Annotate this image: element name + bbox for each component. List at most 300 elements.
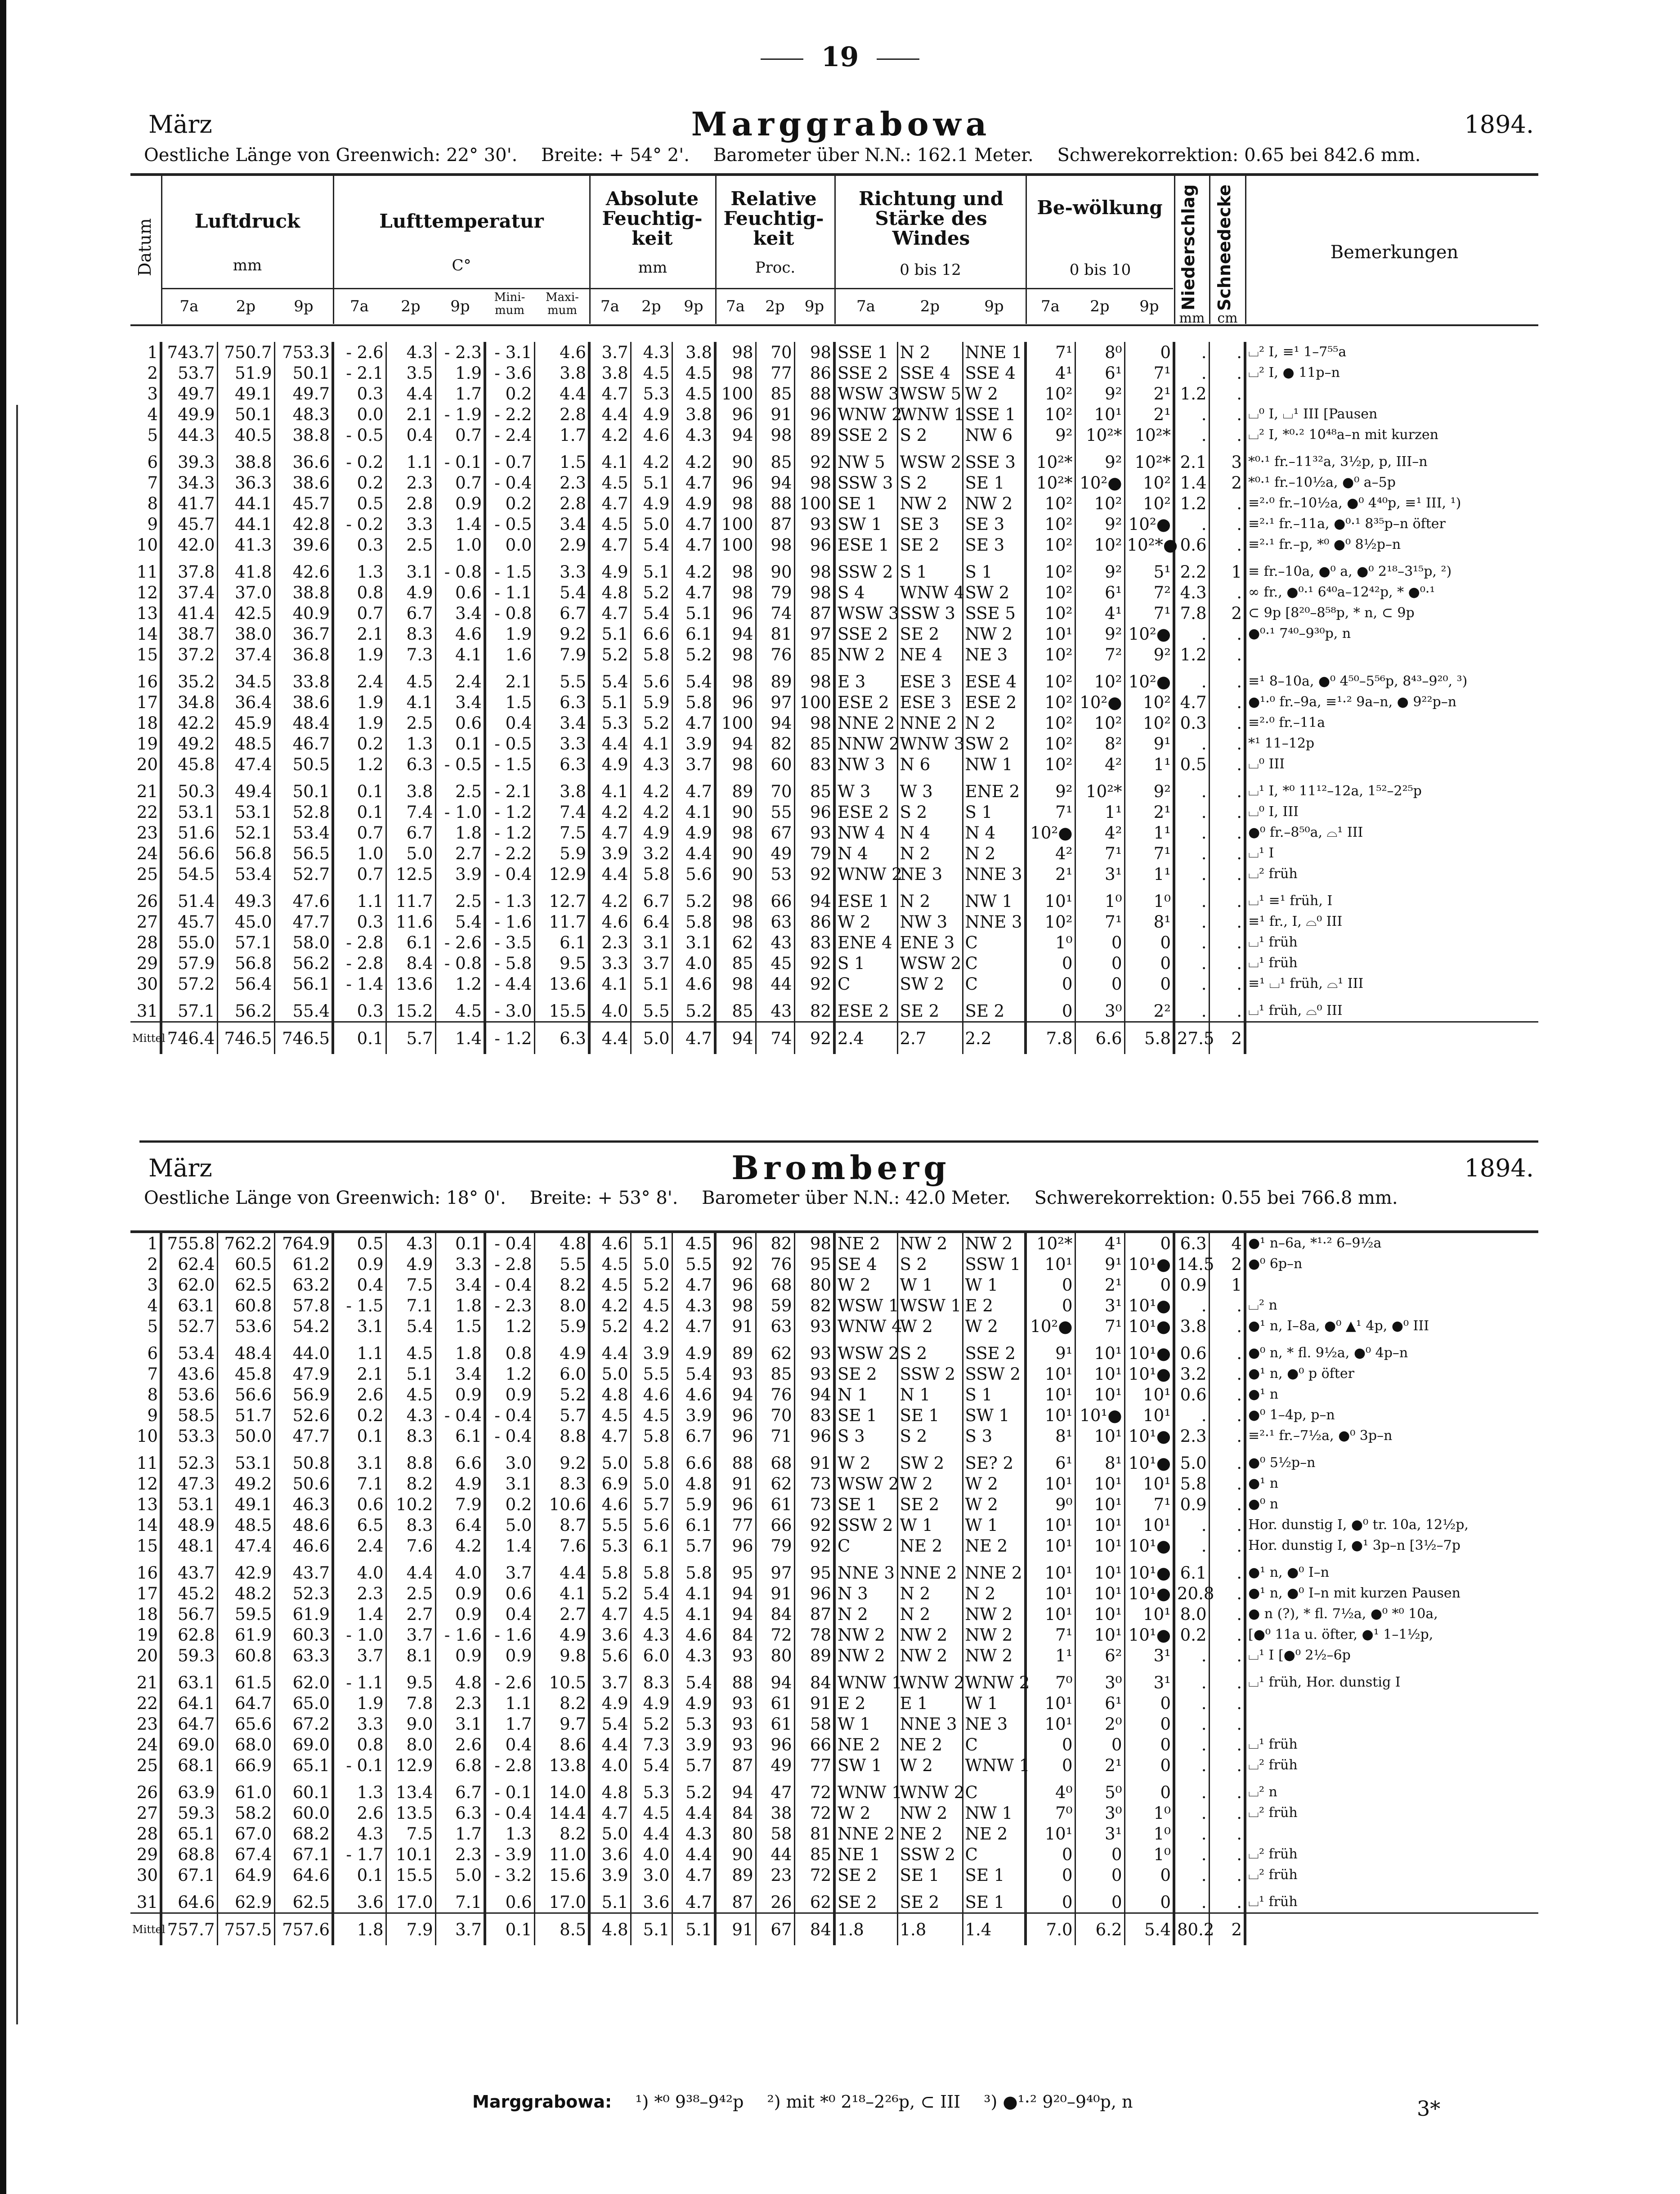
cell-w2: SE 3 — [897, 514, 963, 534]
cell-remark: ≡¹ 8–10a, ●⁰ 4⁵⁰–5⁵⁶p, 8⁴³–9²⁰, ³) — [1245, 671, 1538, 692]
header-wind: Richtung und Stärke des Windes — [859, 188, 1004, 250]
month-label: März — [148, 1154, 212, 1182]
cell-tmax: 11.7 — [534, 911, 589, 932]
cell-p7: 59.3 — [161, 1803, 217, 1823]
cell-remark: ⌴² früh — [1245, 1844, 1538, 1865]
cell-w9: SSW 2 — [963, 1364, 1026, 1384]
cell-p2: 60.5 — [217, 1254, 274, 1274]
cell-p7: 35.2 — [161, 671, 217, 692]
sub-t9p: 9p — [450, 297, 470, 315]
cell-r7: 77 — [715, 1515, 756, 1535]
cell-precip: . — [1174, 342, 1209, 363]
cell-a7: 4.2 — [589, 1295, 631, 1316]
cell-remark: ⌴¹ früh — [1245, 1734, 1538, 1755]
cell-remark — [1245, 383, 1538, 404]
cell-t9: 0.1 — [435, 733, 485, 754]
cell-b7: 9⁰ — [1026, 1494, 1075, 1515]
cell-w7: WSW 2 — [834, 1343, 897, 1364]
cell-w2: S 2 — [897, 472, 963, 493]
cell-a7: 4.7 — [589, 1426, 631, 1453]
table-row — [130, 493, 1538, 514]
cell-day: 27 — [136, 1803, 158, 1823]
cell-snow: . — [1209, 1001, 1245, 1022]
table-row — [130, 692, 1538, 713]
cell-precip: . — [1174, 1693, 1209, 1714]
cell-a7: 4.8 — [589, 582, 631, 603]
cell-b7: 10² — [1026, 514, 1075, 534]
cell-day: 27 — [136, 912, 158, 932]
cell-a9: 3.9 — [672, 1405, 715, 1426]
cell-precip: 0.2 — [1174, 1624, 1209, 1645]
cell-p9: 60.0 — [274, 1803, 333, 1823]
cell-w9: NW 2 — [963, 1624, 1026, 1645]
cell-snow: . — [1209, 1583, 1245, 1604]
cell-r7: 98 — [715, 342, 756, 363]
cell-r9: 87 — [794, 1604, 834, 1624]
table-row — [130, 1232, 1538, 1254]
cell-b7: 8¹ — [1026, 1426, 1075, 1453]
cell-p7: 57.9 — [161, 953, 217, 974]
cell-w2: N 2 — [897, 1604, 963, 1624]
cell-w2: SSW 3 — [897, 603, 963, 624]
cell-p7: 743.7 — [161, 342, 217, 363]
cell-w9: 1.4 — [963, 1913, 1026, 1946]
cell-p2: 762.2 — [217, 1232, 274, 1254]
cell-tmax: 7.9 — [534, 644, 589, 671]
cell-t7: 1.9 — [333, 692, 386, 713]
cell-w7: NW 2 — [834, 1624, 897, 1645]
cell-tmin: - 2.2 — [485, 404, 534, 425]
sub-bew-7a: 7a — [1041, 297, 1060, 315]
cell-b2: 7² — [1075, 644, 1124, 671]
cell-w2: S 2 — [897, 1426, 963, 1453]
cell-w2: SE 1 — [897, 1865, 963, 1892]
cell-r2: 76 — [756, 644, 794, 671]
cell-p7: 63.1 — [161, 1672, 217, 1693]
cell-t2: 12.5 — [386, 864, 435, 891]
cell-day: 28 — [136, 933, 158, 952]
year-label: 1894. — [1464, 110, 1534, 139]
cell-snow: . — [1209, 1645, 1245, 1672]
cell-snow: . — [1209, 1405, 1245, 1426]
cell-a9: 5.5 — [672, 1254, 715, 1274]
cell-p2: 36.4 — [217, 692, 274, 713]
cell-b2: 2⁰ — [1075, 1714, 1124, 1734]
cell-p7: 64.6 — [161, 1892, 217, 1913]
cell-a2: 5.4 — [631, 534, 672, 561]
cell-day: Mittel — [130, 1913, 161, 1946]
cell-w9: W 2 — [963, 1473, 1026, 1494]
cell-snow: . — [1209, 1316, 1245, 1343]
cell-r9: 82 — [794, 1001, 834, 1022]
cell-r7: 100 — [715, 534, 756, 561]
cell-p7: 53.6 — [161, 1384, 217, 1405]
cell-b7: 10² — [1026, 582, 1075, 603]
cell-precip: . — [1174, 1755, 1209, 1782]
cell-tmin: - 3.1 — [485, 342, 534, 363]
cell-b2: 4² — [1075, 822, 1124, 843]
cell-b9: 10² — [1124, 713, 1174, 733]
cell-a2: 6.1 — [631, 1535, 672, 1562]
cell-a7: 5.2 — [589, 644, 631, 671]
cell-precip: 5.0 — [1174, 1453, 1209, 1473]
cell-r2: 26 — [756, 1892, 794, 1913]
cell-tmin: 3.0 — [485, 1453, 534, 1473]
cell-r2: 72 — [756, 1624, 794, 1645]
cell-tmax: 8.5 — [534, 1913, 589, 1946]
cell-b2: 6¹ — [1075, 582, 1124, 603]
cell-t7: 0.6 — [333, 1494, 386, 1515]
sub-7a: 7a — [179, 297, 199, 315]
cell-w9: SSE 3 — [963, 452, 1026, 472]
cell-b2: 10¹ — [1075, 404, 1124, 425]
cell-t7: 0.1 — [333, 1865, 386, 1892]
cell-b2: 0 — [1075, 1892, 1124, 1913]
cell-r9: 92 — [794, 974, 834, 1001]
cell-p2: 66.9 — [217, 1755, 274, 1782]
cell-b9: 0 — [1124, 932, 1174, 953]
cell-t7: 1.9 — [333, 713, 386, 733]
cell-b9: 10²* — [1124, 425, 1174, 452]
cell-t7: 0.0 — [333, 404, 386, 425]
cell-p2: 56.8 — [217, 953, 274, 974]
cell-tmin: 1.6 — [485, 644, 534, 671]
station-name: Marggrabowa — [691, 105, 991, 143]
cell-t7: 0.2 — [333, 1405, 386, 1426]
cell-w7: SSW 2 — [834, 1515, 897, 1535]
cell-p9: 63.2 — [274, 1274, 333, 1295]
cell-r7: 85 — [715, 1001, 756, 1022]
table-row — [130, 713, 1538, 733]
cell-w9: W 2 — [963, 383, 1026, 404]
cell-precip: 0.5 — [1174, 754, 1209, 781]
cell-tmin: 1.7 — [485, 1714, 534, 1734]
cell-p2: 50.1 — [217, 404, 274, 425]
cell-w7: NE 1 — [834, 1844, 897, 1865]
cell-w9: SSE 1 — [963, 404, 1026, 425]
cell-b2: 10²● — [1075, 472, 1124, 493]
cell-t7: - 2.6 — [333, 342, 386, 363]
cell-r2: 60 — [756, 754, 794, 781]
cell-tmin: - 0.7 — [485, 452, 534, 472]
cell-precip: 0.6 — [1174, 1384, 1209, 1405]
cell-r7: 91 — [715, 1913, 756, 1946]
cell-tmin: 1.5 — [485, 692, 534, 713]
cell-snow: . — [1209, 953, 1245, 974]
header-luftdruck-unit: mm — [233, 256, 262, 274]
page-number-dash-right — [877, 58, 919, 60]
cell-t2: 8.1 — [386, 1645, 435, 1672]
cell-day: 2 — [147, 1254, 158, 1274]
cell-t2: 3.1 — [386, 561, 435, 582]
cell-a7: 4.9 — [589, 1693, 631, 1714]
cell-w2: N 4 — [897, 822, 963, 843]
cell-a9: 4.8 — [672, 1473, 715, 1494]
sub-2p: 2p — [236, 297, 256, 315]
cell-b7: 10¹ — [1026, 1583, 1075, 1604]
cell-w7: SW 1 — [834, 1755, 897, 1782]
cell-r2: 98 — [756, 534, 794, 561]
cell-p7: 52.3 — [161, 1453, 217, 1473]
cell-a2: 5.5 — [631, 1001, 672, 1022]
cell-precip: . — [1174, 953, 1209, 974]
cell-r7: 100 — [715, 383, 756, 404]
cell-tmax: 6.7 — [534, 603, 589, 624]
cell-t2: 6.7 — [386, 822, 435, 843]
cell-a9: 4.3 — [672, 425, 715, 452]
cell-b9: 2² — [1124, 1001, 1174, 1022]
cell-t7: 1.9 — [333, 1693, 386, 1714]
cell-t7: 1.4 — [333, 1604, 386, 1624]
cell-a2: 5.2 — [631, 1274, 672, 1295]
cell-b7: 10² — [1026, 404, 1075, 425]
cell-p7: 37.4 — [161, 582, 217, 603]
bromberg-data-table — [130, 1230, 1538, 1945]
cell-remark: Hor. dunstig I, ●⁰ tr. 10a, 12½p, — [1245, 1515, 1538, 1535]
cell-a7: 5.2 — [589, 1316, 631, 1343]
table-row — [130, 1755, 1538, 1782]
cell-r7: 98 — [715, 891, 756, 911]
cell-b2: 4² — [1075, 754, 1124, 781]
cell-t9: 2.6 — [435, 1734, 485, 1755]
cell-p2: 58.2 — [217, 1803, 274, 1823]
cell-p7: 55.0 — [161, 932, 217, 953]
cell-tmin: 1.2 — [485, 1364, 534, 1384]
cell-r2: 43 — [756, 1001, 794, 1022]
table-row — [130, 1274, 1538, 1295]
cell-b7: 1¹ — [1026, 1645, 1075, 1672]
cell-remark: ⌴² I, *⁰·² 10⁴⁸a–n mit kurzen — [1245, 425, 1538, 452]
cell-p7: 64.1 — [161, 1693, 217, 1714]
cell-b2: 1¹ — [1075, 802, 1124, 822]
cell-day: 31 — [136, 1001, 158, 1021]
cell-p2: 60.8 — [217, 1295, 274, 1316]
cell-t7: 0.7 — [333, 864, 386, 891]
cell-day: 10 — [136, 535, 158, 555]
cell-p2: 48.4 — [217, 1343, 274, 1364]
cell-tmin: - 2.8 — [485, 1254, 534, 1274]
cell-day: 13 — [136, 1494, 158, 1514]
cell-r2: 97 — [756, 1562, 794, 1583]
cell-t2: 11.7 — [386, 891, 435, 911]
cell-tmin: - 1.2 — [485, 1022, 534, 1054]
cell-a7: 2.3 — [589, 932, 631, 953]
cell-a9: 3.9 — [672, 1734, 715, 1755]
cell-remark: ●⁰ 5½p–n — [1245, 1453, 1538, 1473]
cell-r9: 89 — [794, 425, 834, 452]
cell-b9: 1⁰ — [1124, 1844, 1174, 1865]
cell-tmin: 0.0 — [485, 534, 534, 561]
cell-day: 6 — [147, 452, 158, 472]
cell-r7: 88 — [715, 1672, 756, 1693]
cell-w9: SE 2 — [963, 1001, 1026, 1022]
cell-precip: . — [1174, 1672, 1209, 1693]
cell-r9: 66 — [794, 1734, 834, 1755]
cell-day: 30 — [136, 974, 158, 994]
cell-b2: 10¹ — [1075, 1583, 1124, 1604]
cell-b9: 7¹ — [1124, 363, 1174, 383]
cell-b7: 9² — [1026, 781, 1075, 802]
cell-tmax: 17.0 — [534, 1892, 589, 1913]
cell-p9: 67.1 — [274, 1844, 333, 1865]
cell-w2: W 1 — [897, 1274, 963, 1295]
cell-day: 29 — [136, 953, 158, 973]
cell-t2: 13.4 — [386, 1782, 435, 1803]
cell-day: 15 — [136, 645, 158, 664]
table-row — [130, 1604, 1538, 1624]
cell-p9: 65.0 — [274, 1693, 333, 1714]
cell-a9: 4.7 — [672, 1274, 715, 1295]
cell-w7: W 2 — [834, 1274, 897, 1295]
cell-day: 18 — [136, 1604, 158, 1624]
cell-r2: 76 — [756, 1384, 794, 1405]
cell-tmin: - 0.4 — [485, 1274, 534, 1295]
cell-r9: 98 — [794, 342, 834, 363]
cell-t9: 3.4 — [435, 692, 485, 713]
cell-t7: 0.1 — [333, 1426, 386, 1453]
cell-w7: ENE 4 — [834, 932, 897, 953]
cell-w2: SE 1 — [897, 1405, 963, 1426]
cell-w2: N 6 — [897, 754, 963, 781]
cell-r9: 93 — [794, 822, 834, 843]
cell-remark: ≡²·⁰ fr.–10½a, ●⁰ 4⁴⁰p, ≡¹ III, ¹) — [1245, 493, 1538, 514]
cell-w2: SE 2 — [897, 1494, 963, 1515]
cell-b7: 7.0 — [1026, 1913, 1075, 1946]
cell-p2: 67.0 — [217, 1823, 274, 1844]
cell-r9: 98 — [794, 561, 834, 582]
cell-snow: . — [1209, 822, 1245, 843]
latitude: Breite: + 53° 8'. — [529, 1188, 678, 1208]
cell-t2: 7.5 — [386, 1274, 435, 1295]
cell-r7: 100 — [715, 713, 756, 733]
cell-precip: 27.5 — [1174, 1022, 1209, 1054]
cell-b7: 10² — [1026, 534, 1075, 561]
cell-t7: - 0.2 — [333, 514, 386, 534]
table-row — [130, 404, 1538, 425]
cell-tmax: 3.4 — [534, 713, 589, 733]
cell-a2: 3.9 — [631, 1343, 672, 1364]
cell-tmin: 0.2 — [485, 383, 534, 404]
cell-p7: 746.4 — [161, 1022, 217, 1054]
cell-day: 4 — [147, 1296, 158, 1315]
cell-precip: 4.3 — [1174, 582, 1209, 603]
cell-w7: N 3 — [834, 1583, 897, 1604]
cell-snow: 4 — [1209, 1232, 1245, 1254]
cell-b9: 10¹● — [1124, 1364, 1174, 1384]
cell-b9: 0 — [1124, 342, 1174, 363]
cell-r2: 53 — [756, 864, 794, 891]
cell-p9: 764.9 — [274, 1232, 333, 1254]
cell-a7: 4.2 — [589, 891, 631, 911]
cell-day: 5 — [147, 425, 158, 445]
cell-r7: 94 — [715, 733, 756, 754]
cell-day: 19 — [136, 734, 158, 754]
cell-b9: 5.4 — [1124, 1913, 1174, 1946]
footnote-2: ²) mit *⁰ 2¹⁸–2²⁶p, ⊂ III — [767, 2092, 961, 2112]
cell-a2: 5.3 — [631, 383, 672, 404]
cell-a2: 5.1 — [631, 472, 672, 493]
cell-b2: 10¹ — [1075, 1562, 1124, 1583]
cell-t9: 2.3 — [435, 1844, 485, 1865]
cell-p2: 61.0 — [217, 1782, 274, 1803]
cell-t2: 4.3 — [386, 342, 435, 363]
cell-b9: 10¹ — [1124, 1604, 1174, 1624]
cell-p7: 56.7 — [161, 1604, 217, 1624]
cell-tmin: - 2.6 — [485, 1672, 534, 1693]
cell-snow: 2 — [1209, 1913, 1245, 1946]
cell-p9: 48.3 — [274, 404, 333, 425]
cell-precip: 2.1 — [1174, 452, 1209, 472]
cell-b9: 1¹ — [1124, 822, 1174, 843]
cell-r2: 49 — [756, 1755, 794, 1782]
cell-tmin: - 2.2 — [485, 843, 534, 864]
cell-snow: . — [1209, 1473, 1245, 1494]
cell-snow: . — [1209, 864, 1245, 891]
cell-day: 31 — [136, 1892, 158, 1912]
cell-p9: 57.8 — [274, 1295, 333, 1316]
cell-w2: NW 2 — [897, 1232, 963, 1254]
cell-r7: 98 — [715, 493, 756, 514]
cell-precip: . — [1174, 1844, 1209, 1865]
cell-t7: 2.4 — [333, 671, 386, 692]
cell-r2: 44 — [756, 974, 794, 1001]
cell-p9: 62.0 — [274, 1672, 333, 1693]
cell-a2: 4.3 — [631, 754, 672, 781]
cell-r9: 92 — [794, 1022, 834, 1054]
cell-w7: NNE 2 — [834, 713, 897, 733]
cell-a9: 4.7 — [672, 1865, 715, 1892]
table-row — [130, 582, 1538, 603]
cell-r2: 90 — [756, 561, 794, 582]
cell-tmax: 7.6 — [534, 1535, 589, 1562]
cell-remark — [1245, 1714, 1538, 1734]
cell-w2: SE 2 — [897, 1001, 963, 1022]
cell-t9: 1.7 — [435, 1823, 485, 1844]
cell-tmax: 10.6 — [534, 1494, 589, 1515]
cell-t2: 7.4 — [386, 802, 435, 822]
cell-b2: 9² — [1075, 452, 1124, 472]
cell-b9: 10²* — [1124, 452, 1174, 472]
cell-t9: 1.4 — [435, 514, 485, 534]
cell-t2: 0.4 — [386, 425, 435, 452]
footnote-3: ³) ●¹·² 9²⁰–9⁴⁰p, n — [984, 2092, 1133, 2112]
cell-b2: 10²* — [1075, 425, 1124, 452]
cell-precip: . — [1174, 843, 1209, 864]
cell-a9: 4.3 — [672, 1823, 715, 1844]
cell-day: 11 — [136, 562, 158, 582]
barometer-height: Barometer über N.N.: 42.0 Meter. — [702, 1188, 1011, 1208]
cell-p7: 37.2 — [161, 644, 217, 671]
marggrabowa-data-table — [130, 342, 1538, 1054]
cell-r9: 86 — [794, 911, 834, 932]
cell-w2: SE 2 — [897, 1892, 963, 1913]
cell-remark: *¹ 11–12p — [1245, 733, 1538, 754]
cell-p9: 60.1 — [274, 1782, 333, 1803]
cell-b9: 2¹ — [1124, 383, 1174, 404]
cell-b9: 10¹● — [1124, 1316, 1174, 1343]
cell-w9: W 1 — [963, 1274, 1026, 1295]
cell-p2: 37.4 — [217, 644, 274, 671]
cell-p7: 57.2 — [161, 974, 217, 1001]
cell-p9: 45.7 — [274, 493, 333, 514]
header-abs-unit: mm — [638, 259, 668, 277]
station-coordinates-marggrabowa — [144, 145, 1534, 166]
cell-day: 5 — [147, 1316, 158, 1336]
cell-t7: 0.2 — [333, 733, 386, 754]
cell-t7: 0.2 — [333, 472, 386, 493]
cell-precip: . — [1174, 781, 1209, 802]
cell-p2: 41.3 — [217, 534, 274, 561]
